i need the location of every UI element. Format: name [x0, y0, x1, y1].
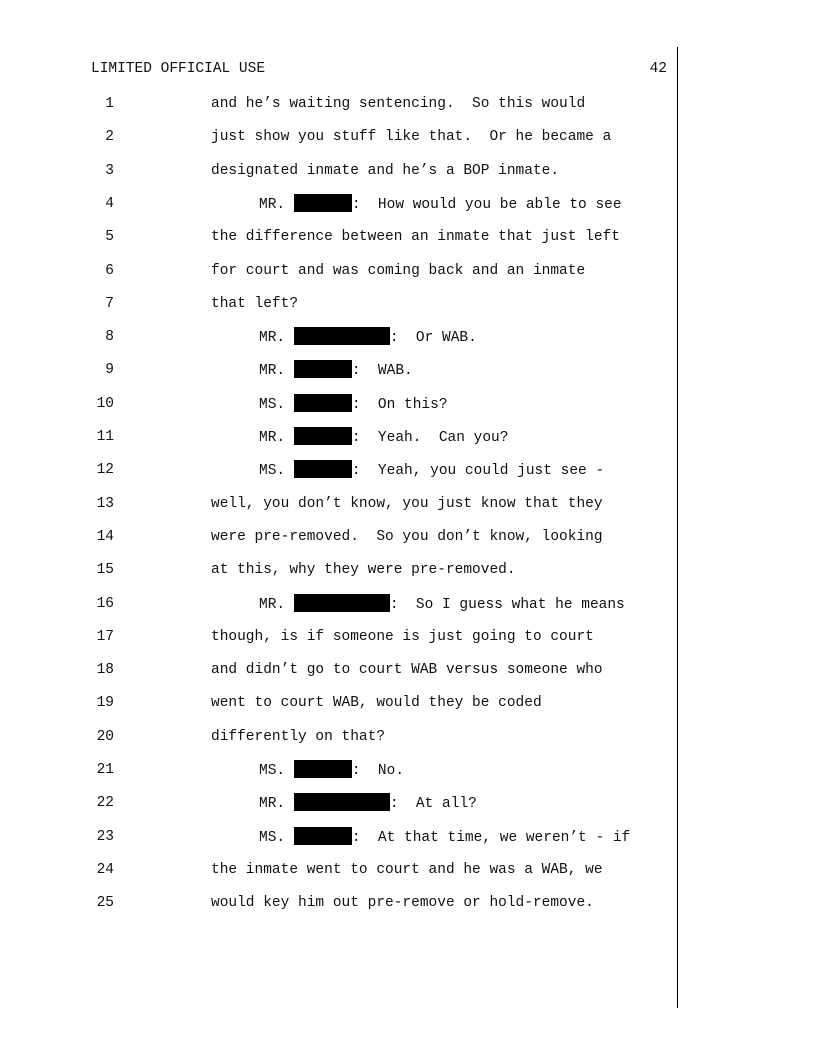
redaction-box: [294, 194, 352, 212]
transcript-line: [0, 294, 680, 316]
line-number: 24: [96, 861, 114, 878]
speech-text: : Or WAB.: [389, 330, 477, 347]
speech-text: : Yeah, you could just see -: [351, 463, 605, 480]
speech-text: : At all?: [389, 796, 477, 813]
speech-text: : Yeah. Can you?: [351, 430, 509, 446]
transcript-line: [0, 394, 680, 416]
redaction-box: [294, 427, 352, 445]
line-number: 17: [96, 628, 114, 645]
speaker-line: [259, 760, 404, 781]
redaction-box: [294, 327, 390, 345]
speaker-title: MR.: [259, 363, 294, 380]
speaker-line: [259, 793, 477, 814]
speaker-line: [259, 594, 625, 615]
transcript-line: [0, 727, 680, 749]
speaker-title: MR.: [259, 430, 294, 446]
speaker-line: [259, 360, 413, 381]
speaker-title: MR.: [259, 796, 294, 813]
transcript-line: [0, 127, 680, 149]
transcript-line: [0, 627, 680, 649]
speaker-title: MS.: [259, 396, 294, 413]
speaker-line: [259, 327, 477, 348]
transcript-line: [0, 860, 680, 882]
transcript-line: [0, 760, 680, 782]
transcript-line: [0, 893, 680, 915]
line-text: at this, why they were pre-removed.: [211, 562, 516, 579]
transcript-line: [0, 494, 680, 516]
speaker-title: MR.: [259, 596, 294, 613]
speaker-line: [259, 394, 448, 415]
transcript-line: [0, 660, 680, 682]
redaction-box: [294, 827, 352, 845]
line-text: and he’s waiting sentencing. So this would: [211, 96, 586, 112]
speech-text: : At that time, we weren’t - if: [351, 829, 631, 846]
transcript-line: [0, 327, 680, 349]
line-number: 13: [96, 495, 114, 512]
line-number: 2: [105, 129, 114, 146]
line-number: 9: [105, 362, 114, 379]
line-text: the difference between an inmate that just left: [211, 229, 620, 246]
transcript-line: [0, 94, 680, 116]
line-number: 22: [96, 795, 114, 812]
classification-marking: LIMITED OFFICIAL USE: [91, 61, 266, 77]
transcript-line: [0, 261, 680, 283]
transcript-line: [0, 594, 680, 616]
line-number: 14: [96, 528, 114, 545]
redaction-box: [294, 360, 352, 378]
line-text: designated inmate and he’s a BOP inmate.: [211, 162, 560, 179]
speech-text: : WAB.: [351, 363, 413, 380]
speaker-line: [259, 460, 604, 481]
redaction-box: [294, 760, 352, 778]
transcript-line: [0, 460, 680, 482]
transcript-line: [0, 527, 680, 549]
line-number: 7: [105, 295, 114, 312]
line-number: 11: [96, 429, 114, 445]
line-number: 10: [96, 395, 114, 412]
speaker-title: MR.: [259, 196, 294, 213]
line-text: that left?: [211, 295, 299, 312]
speaker-title: MS.: [259, 763, 294, 779]
transcript-line: [0, 360, 680, 382]
line-number: 4: [105, 195, 114, 212]
speaker-title: MR.: [259, 330, 294, 347]
transcript-line: [0, 427, 680, 449]
speaker-line: [259, 427, 508, 448]
speech-text: : No.: [351, 763, 405, 779]
transcript-line: [0, 827, 680, 849]
transcript-line: [0, 793, 680, 815]
speech-text: : So I guess what he means: [389, 596, 625, 613]
line-number: 5: [105, 229, 114, 246]
line-number: 6: [105, 262, 114, 279]
page-number: 42: [649, 61, 667, 77]
line-number: 25: [96, 895, 114, 912]
redaction-box: [294, 594, 390, 612]
line-number: 21: [96, 762, 114, 778]
speaker-title: MS.: [259, 463, 294, 480]
line-number: 12: [96, 462, 114, 479]
page-header: [91, 61, 667, 81]
line-number: 19: [96, 695, 114, 712]
line-number: 15: [96, 562, 114, 579]
speaker-line: [259, 194, 622, 215]
speaker-line: [259, 827, 630, 848]
transcript-line: [0, 194, 680, 216]
transcript-line: [0, 227, 680, 249]
line-text: would key him out pre-remove or hold-remove.: [211, 895, 594, 912]
line-text: for court and was coming back and an inmate: [211, 262, 586, 279]
line-number: 1: [105, 96, 114, 112]
transcript-line: [0, 560, 680, 582]
redaction-box: [294, 460, 352, 478]
line-number: 20: [96, 728, 114, 745]
transcript-line: [0, 693, 680, 715]
line-text: and didn’t go to court WAB versus someone who: [211, 662, 603, 679]
line-text: went to court WAB, would they be coded: [211, 695, 542, 712]
speaker-title: MS.: [259, 829, 294, 846]
line-text: were pre-removed. So you don’t know, looking: [211, 528, 603, 545]
line-text: just show you stuff like that. Or he became a: [211, 129, 612, 146]
line-number: 23: [96, 828, 114, 845]
line-text: though, is if someone is just going to court: [211, 628, 594, 645]
line-text: well, you don’t know, you just know that they: [211, 495, 603, 512]
speech-text: : On this?: [351, 396, 448, 413]
line-text: the inmate went to court and he was a WAB, we: [211, 861, 603, 878]
line-number: 8: [105, 329, 114, 346]
line-number: 3: [105, 162, 114, 179]
transcript-line: [0, 161, 680, 183]
line-number: 16: [96, 595, 114, 612]
line-text: differently on that?: [211, 728, 386, 745]
speech-text: : How would you be able to see: [351, 196, 622, 213]
redaction-box: [294, 394, 352, 412]
redaction-box: [294, 793, 390, 811]
line-number: 18: [96, 662, 114, 679]
